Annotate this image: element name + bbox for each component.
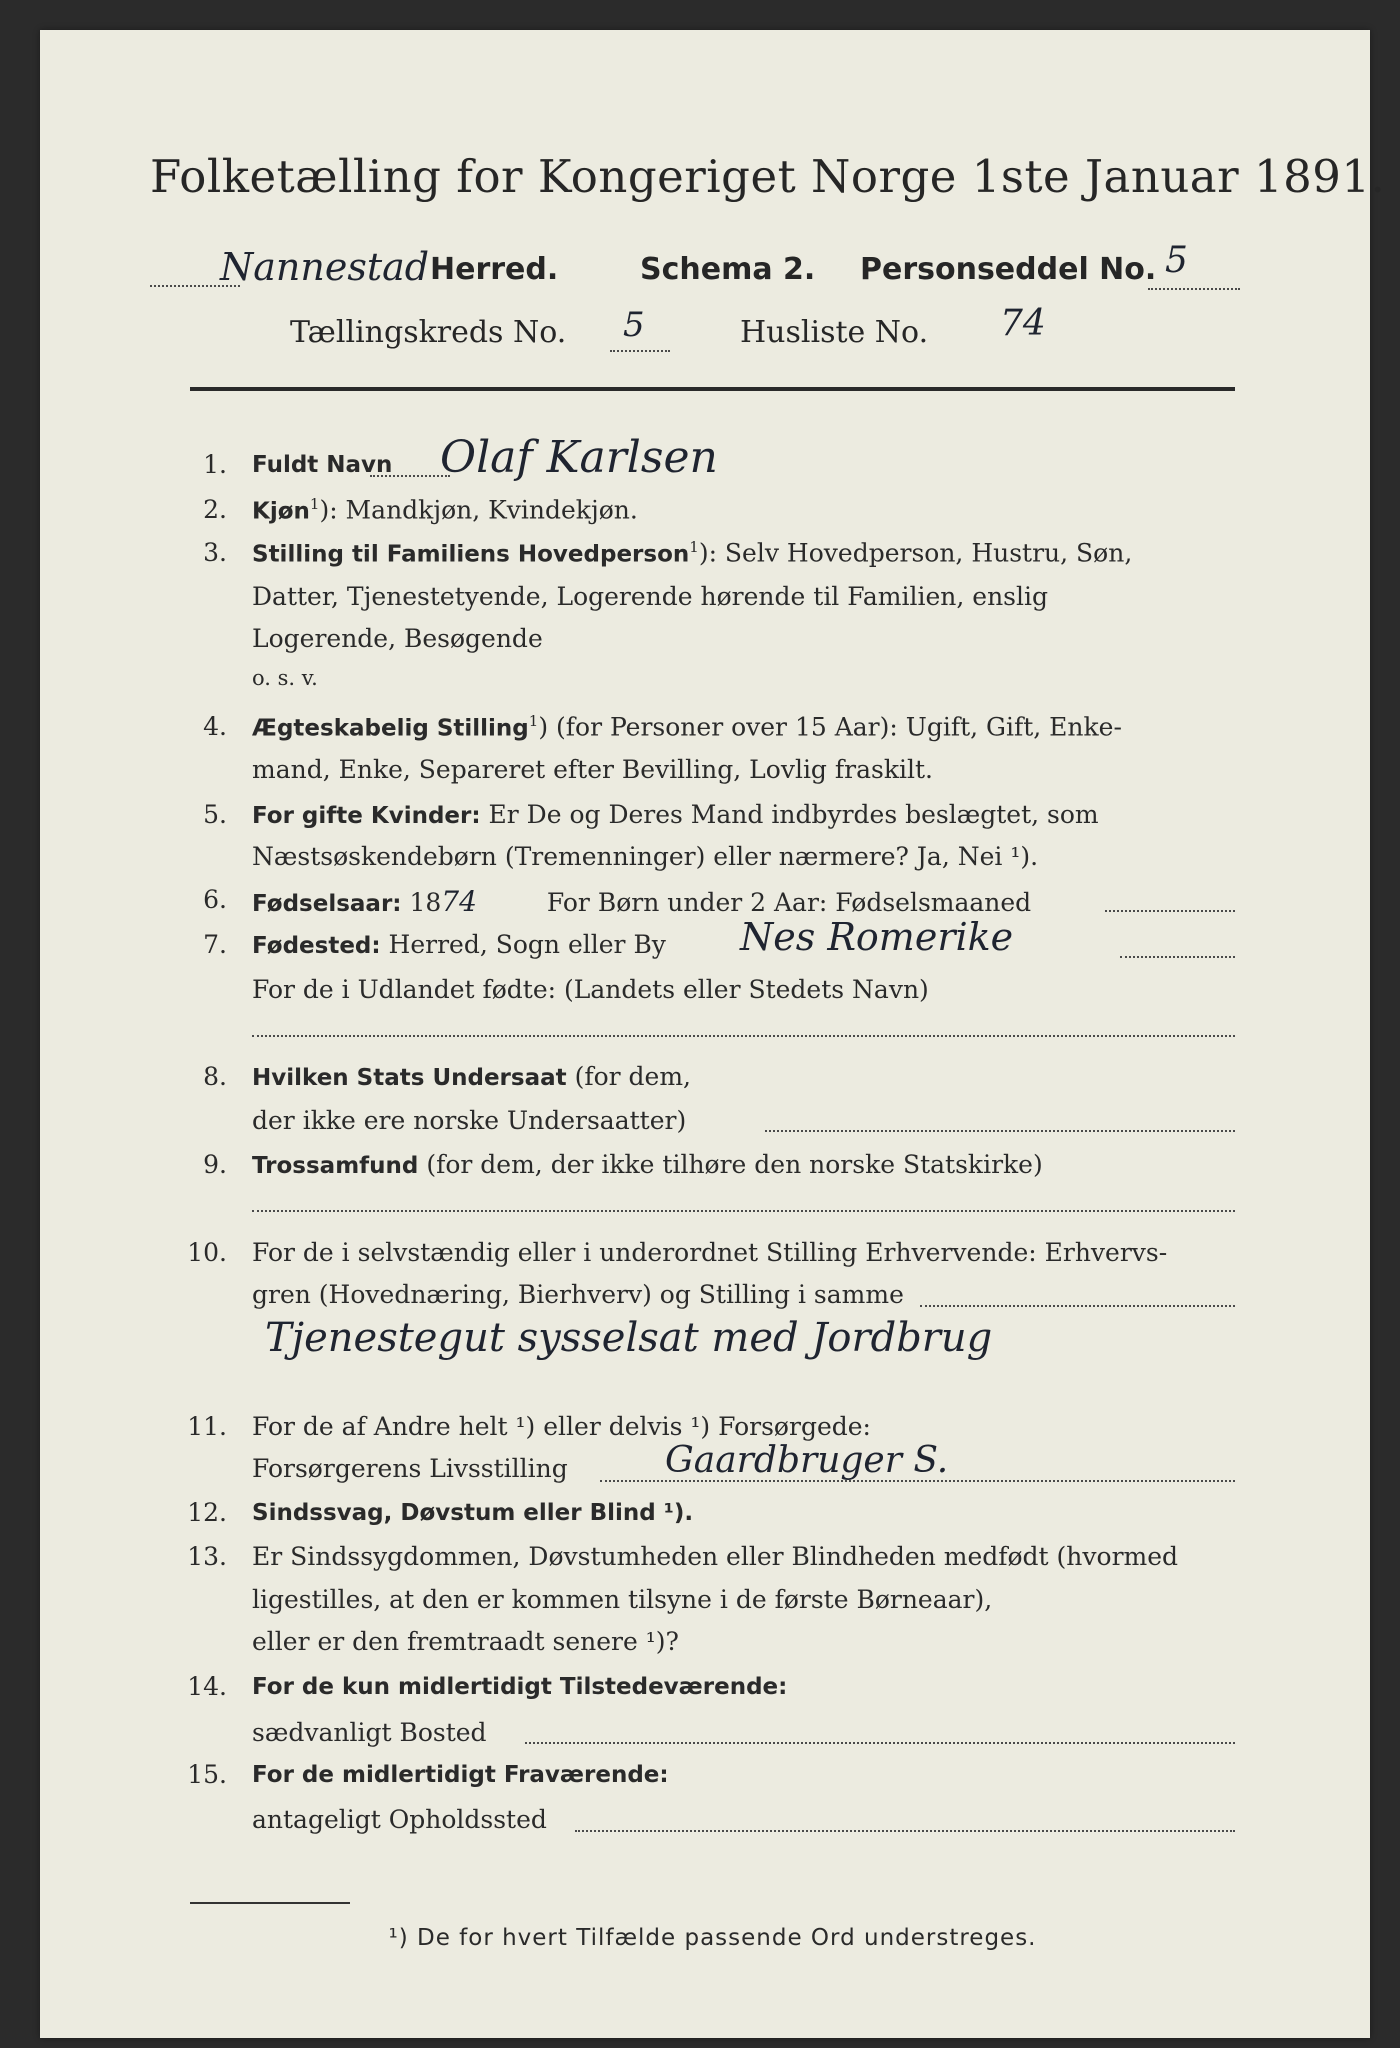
q5-text: Er De og Deres Mand indbyrdes beslægtet, som (480, 800, 1099, 829)
q4-line1: Ægteskabelig Stilling$^1$) (for Personer over 15 Aar): Ugift, Gift, Enke- (252, 712, 1122, 742)
q1-answer-name: Olaf Karlsen (440, 432, 718, 483)
item-number: 5. (203, 800, 227, 829)
q3-text: ): Selv Hovedperson, Hustru, Søn, (698, 538, 1133, 568)
dotted-line (575, 1830, 1235, 1832)
q3-line1: Stilling til Familiens Hovedperson$^1$): Selv Hovedperson, Hustru, Søn, (252, 538, 1133, 568)
q11-line2: Forsørgerens Livsstilling (252, 1454, 568, 1483)
q5-line1 (252, 800, 1099, 829)
q7-line2: For de i Udlandet fødte: (Landets eller Stedets Navn) (252, 975, 929, 1004)
q7-line1 (252, 930, 666, 959)
q8-line1 (252, 1062, 691, 1091)
item-number: 11. (187, 1412, 227, 1441)
q12-line: Sindssvag, Døvstum eller Blind ¹). (252, 1500, 694, 1526)
q13-line2: ligestilles, at den er kommen tilsyne i de første Børneaar), (252, 1585, 993, 1614)
q6-label: Fødselsaar: (252, 891, 402, 917)
q6-year-prefix: 18 (409, 888, 442, 917)
q14-line2: sædvanligt Bosted (252, 1718, 487, 1747)
q13-line3: eller er den fremtraadt senere ¹)? (252, 1627, 679, 1656)
dotted-line (1120, 956, 1235, 958)
q9-line (252, 1150, 1043, 1179)
dotted-line (252, 1210, 1235, 1212)
form-title: Folketælling for Kongeriget Norge 1ste Januar 1891. (150, 150, 1386, 203)
kreds-label: Tællingskreds No. (290, 315, 567, 350)
q3-label: Stilling til Familiens Hovedperson (252, 541, 690, 568)
dotted-line (525, 1742, 1235, 1744)
schema-label: Schema 2. (640, 252, 816, 287)
q4-text: ) (for Personer over 15 Aar): Ugift, Gift, Enke- (538, 712, 1122, 742)
q11-answer-provider: Gaardbruger S. (665, 1440, 949, 1481)
q13-line1: Er Sindssygdommen, Døvstumheden eller Blindheden medfødt (hvormed (252, 1542, 1179, 1571)
item-number: 12. (187, 1498, 227, 1527)
item-number: 13. (187, 1542, 227, 1571)
item-number: 6. (203, 885, 227, 914)
q8-line2: der ikke ere norske Undersaatter) (252, 1106, 687, 1135)
q3-line3: Logerende, Besøgende (252, 624, 543, 653)
q4-label: Ægteskabelig Stilling (252, 715, 529, 742)
q8-text: (for dem, (566, 1062, 691, 1091)
q11-line1: For de af Andre helt ¹) eller delvis ¹) Forsørgede: (252, 1412, 871, 1441)
municipality-handwritten: Nannestad (220, 245, 430, 289)
q10-answer-occupation: Tjenestegut sysselsat med Jordbrug (265, 1315, 993, 1361)
q6-rest: For Børn under 2 Aar: Fødselsmaaned (546, 888, 1032, 917)
q6-year-handwritten: 74 (441, 885, 477, 918)
dotted-line (765, 1130, 1235, 1132)
q2-line: Kjøn$^1$): Mandkjøn, Kvindekjøn. (252, 495, 638, 525)
q5-line2: Næstsøskendebørn (Tremenninger) eller nærmere? Ja, Nei ¹). (252, 842, 1039, 871)
dotted-line (252, 1035, 1235, 1037)
item-number: 1. (203, 450, 227, 479)
q4-line2: mand, Enke, Separeret efter Bevilling, Lovlig fraskilt. (252, 755, 933, 784)
q1-label: Fuldt Navn (252, 452, 393, 478)
q7-answer-birthplace: Nes Romerike (740, 915, 1014, 959)
item-number: 2. (203, 495, 227, 524)
kreds-number: 5 (623, 305, 645, 345)
herred-label: Herred. (430, 252, 559, 287)
footnote: ¹) De for hvert Tilfælde passende Ord understreges. (388, 1925, 1037, 1951)
item-number: 7. (203, 930, 227, 959)
q9-label: Trossamfund (252, 1153, 419, 1179)
item-number: 4. (203, 712, 227, 741)
census-form (40, 30, 1386, 2038)
q10-line2: gren (Hovednæring, Bierhverv) og Stilling i samme (252, 1280, 904, 1309)
q15-line1: For de midlertidigt Fraværende: (252, 1762, 669, 1788)
husliste-number: 74 (1000, 303, 1046, 344)
item-number: 10. (187, 1238, 227, 1267)
personseddel-number: 5 (1165, 240, 1188, 281)
dotted-line (1148, 288, 1240, 290)
dotted-line (1105, 910, 1235, 912)
q3-line2: Datter, Tjenestetyende, Logerende hørende til Familien, enslig (252, 582, 1049, 611)
q8-label: Hvilken Stats Undersaat (252, 1065, 567, 1091)
header-divider (190, 387, 1235, 391)
item-number: 14. (187, 1672, 227, 1701)
dotted-line (370, 475, 450, 477)
personseddel-label: Personseddel No. (860, 252, 1157, 287)
q10-line1: For de i selvstændig eller i underordnet Stilling Erhvervende: Erhvervs- (252, 1238, 1168, 1267)
dotted-line (610, 350, 670, 352)
q7-label: Fødested: (252, 933, 381, 959)
q2-label: Kjøn (252, 498, 310, 525)
item-number: 9. (203, 1150, 227, 1179)
dotted-line (920, 1305, 1235, 1307)
q5-label: For gifte Kvinder: (252, 803, 481, 829)
q2-text: ): Mandkjøn, Kvindekjøn. (319, 495, 638, 525)
q6-line (252, 885, 1031, 918)
footnote-divider (190, 1902, 350, 1904)
q7-text: Herred, Sogn eller By (380, 930, 666, 959)
item-number: 8. (203, 1062, 227, 1091)
item-number: 15. (187, 1760, 227, 1789)
husliste-label: Husliste No. (740, 315, 929, 350)
q14-line1: For de kun midlertidigt Tilstedeværende: (252, 1674, 788, 1700)
q9-text: (for dem, der ikke tilhøre den norske Statskirke) (418, 1150, 1043, 1179)
q3-line4: o. s. v. (252, 666, 318, 690)
item-number: 3. (203, 538, 227, 567)
q15-line2: antageligt Opholdssted (252, 1805, 547, 1834)
